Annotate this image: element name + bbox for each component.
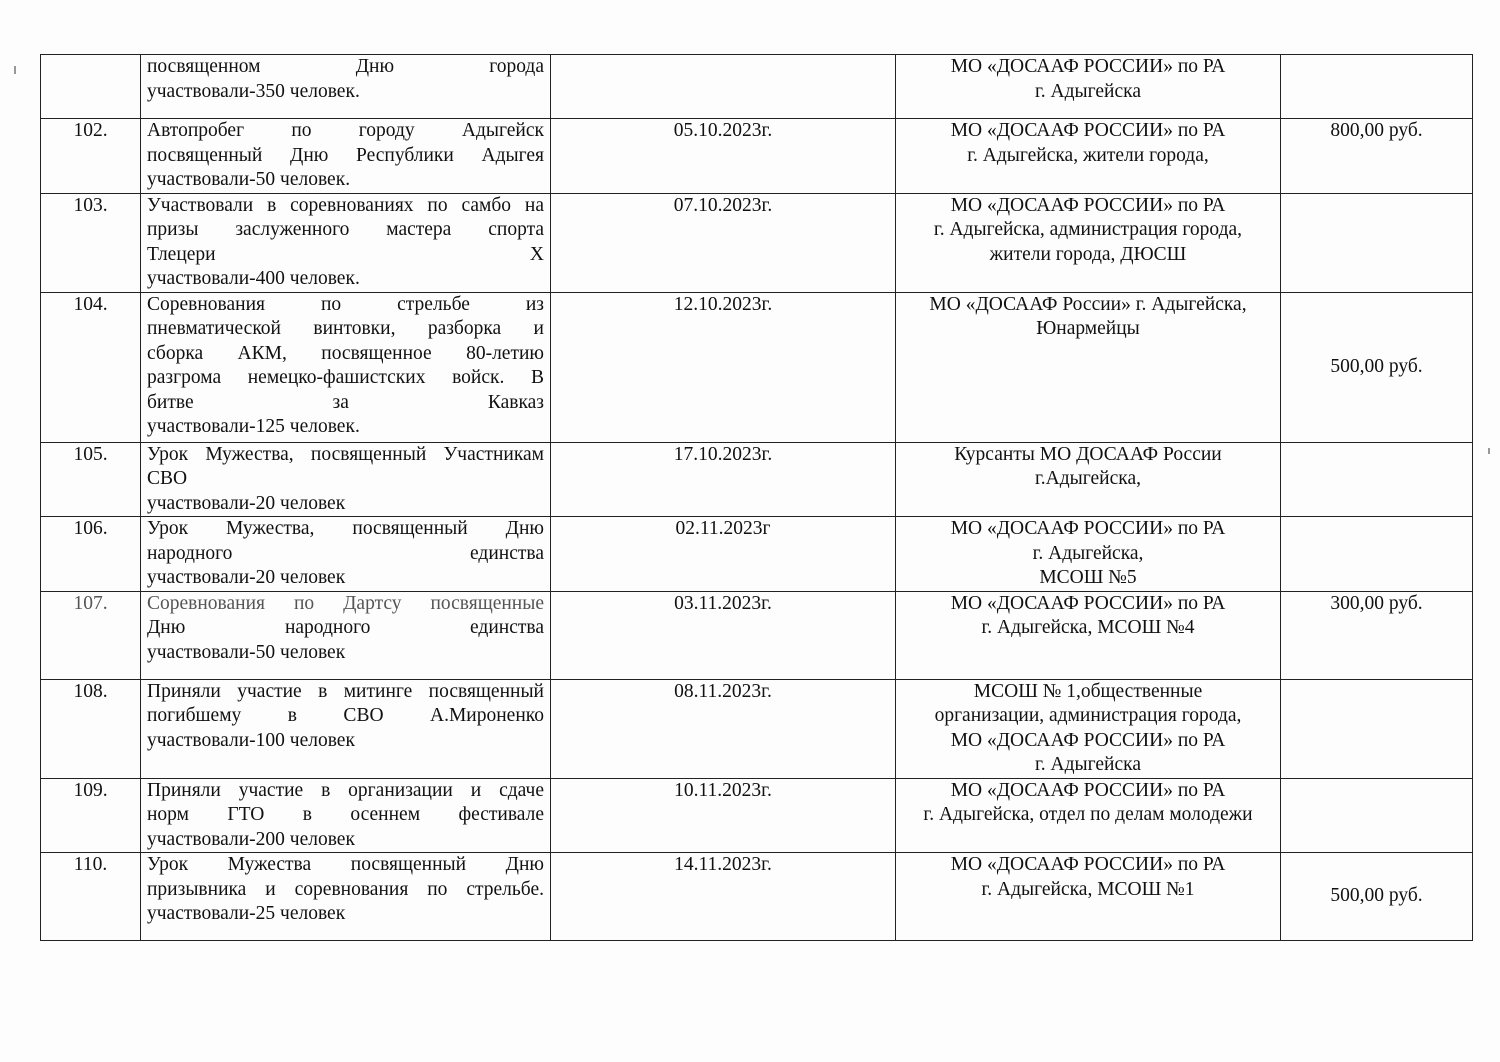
desc-line: участвовали-200 человек — [147, 828, 355, 850]
event-description — [141, 442, 551, 517]
desc-line: участвовали-125 человек. — [147, 416, 360, 437]
desc-line: призывника и соревнования по стрельбе. — [147, 878, 544, 900]
desc-line: Приняли участие в митинге посвященный — [147, 680, 544, 702]
event-cost — [1281, 517, 1473, 592]
scan-artifact — [1488, 448, 1490, 454]
org-line: МО «ДОСААФ РОССИИ» по РА — [950, 518, 1226, 539]
event-description — [141, 853, 551, 941]
desc-line: Урок Мужества, посвященный Дню — [147, 518, 544, 539]
desc-line: народного единства — [147, 542, 544, 564]
table-row — [41, 853, 1473, 941]
events-table — [40, 54, 1473, 941]
desc-line: Тлецери Х — [147, 243, 544, 265]
org-line: г.Адыгейска, — [1035, 468, 1141, 489]
org-line: г. Адыгейска, администрация города, — [933, 219, 1243, 240]
row-number — [41, 55, 141, 119]
event-organizers — [896, 119, 1281, 194]
desc-line: Участвовали в соревнованиях по самбо на — [147, 194, 544, 216]
table-row — [41, 292, 1473, 442]
table-row — [41, 591, 1473, 679]
event-cost — [1281, 193, 1473, 292]
org-line: г. Адыгейска, — [1032, 542, 1144, 564]
desc-line: погибшему в СВО А.Мироненко — [147, 705, 544, 726]
org-line: МО «ДОСААФ РОССИИ» по РА — [950, 729, 1226, 751]
event-organizers — [896, 517, 1281, 592]
desc-line: участвовали-25 человек — [147, 903, 346, 924]
event-cost — [1281, 442, 1473, 517]
event-cost: 500,00 руб. — [1281, 292, 1473, 442]
event-description — [141, 119, 551, 194]
event-description — [141, 292, 551, 442]
org-line: МО «ДОСААФ РОССИИ» по РА — [950, 779, 1226, 801]
row-number: 103. — [41, 193, 141, 292]
event-organizers — [896, 193, 1281, 292]
event-date: 05.10.2023г. — [551, 119, 896, 194]
event-description — [141, 517, 551, 592]
desc-line: Соревнования по стрельбе из — [147, 293, 544, 315]
org-line: жители города, ДЮСШ — [989, 243, 1187, 265]
desc-line: посвященном Дню города — [147, 56, 544, 77]
org-line: г. Адыгейска — [1035, 80, 1141, 102]
table-row — [41, 517, 1473, 592]
row-number: 102. — [41, 119, 141, 194]
events-table-body — [41, 55, 1473, 941]
event-organizers — [896, 778, 1281, 853]
event-date: 03.11.2023г. — [551, 591, 896, 679]
row-number: 105. — [41, 442, 141, 517]
table-row — [41, 193, 1473, 292]
event-organizers — [896, 55, 1281, 119]
desc-line: Урок Мужества посвященный Дню — [147, 854, 544, 875]
event-date: 07.10.2023г. — [551, 193, 896, 292]
desc-line: СВО — [147, 468, 188, 489]
table-row — [41, 119, 1473, 194]
row-number: 107. — [41, 591, 141, 679]
event-description — [141, 55, 551, 119]
event-organizers — [896, 591, 1281, 679]
table-row — [41, 442, 1473, 517]
event-description — [141, 778, 551, 853]
table-row — [41, 679, 1473, 778]
org-line: МО «ДОСААФ РОССИИ» по РА — [950, 120, 1226, 141]
desc-line: разгрома немецко-фашистских войск. В — [147, 367, 544, 388]
desc-line: Соревнования по Дартсу посвященные — [147, 592, 544, 614]
desc-line: призы заслуженного мастера спорта — [147, 219, 544, 240]
event-date: 12.10.2023г. — [551, 292, 896, 442]
event-description — [141, 193, 551, 292]
desc-line: битве за Кавказ — [147, 391, 544, 413]
org-line: МО «ДОСААФ РОССИИ» по РА — [950, 592, 1226, 614]
org-line: МО «ДОСААФ РОССИИ» по РА — [950, 854, 1226, 875]
desc-line: сборка АКМ, посвященное 80-летию — [147, 342, 544, 364]
desc-line: пневматической винтовки, разборка и — [147, 318, 544, 339]
org-line: Юнармейцы — [1036, 318, 1140, 339]
event-description — [141, 591, 551, 679]
event-cost: 300,00 руб. — [1281, 591, 1473, 679]
row-number: 110. — [41, 853, 141, 941]
org-line: МСОШ №5 — [1039, 567, 1137, 588]
event-organizers — [896, 292, 1281, 442]
table-row — [41, 55, 1473, 119]
org-line: г. Адыгейска, отдел по делам молодежи — [923, 804, 1253, 825]
event-cost — [1281, 679, 1473, 778]
event-cost — [1281, 778, 1473, 853]
event-date: 08.11.2023г. — [551, 679, 896, 778]
event-date — [551, 55, 896, 119]
event-cost: 800,00 руб. — [1281, 119, 1473, 194]
org-line: г. Адыгейска, МСОШ №4 — [981, 617, 1195, 638]
desc-line: участвовали-20 человек — [147, 492, 346, 514]
org-line: МО «ДОСААФ России» г. Адыгейска, — [929, 293, 1247, 315]
event-cost: 500,00 руб. — [1281, 853, 1473, 941]
scan-artifact — [14, 66, 16, 74]
row-number: 108. — [41, 679, 141, 778]
org-line: МО «ДОСААФ РОССИИ» по РА — [950, 194, 1226, 216]
org-line: МО «ДОСААФ РОССИИ» по РА — [950, 56, 1226, 77]
desc-line: участвовали-350 человек. — [147, 80, 360, 102]
desc-line: участвовали-50 человек. — [147, 169, 351, 190]
event-date: 02.11.2023г — [551, 517, 896, 592]
desc-line: норм ГТО в осеннем фестивале — [147, 804, 544, 825]
event-date: 17.10.2023г. — [551, 442, 896, 517]
desc-line: участвовали-50 человек — [147, 641, 346, 663]
org-line: организации, администрация города, — [934, 705, 1242, 726]
org-line: г. Адыгейска — [1035, 754, 1141, 775]
desc-line: посвященный Дню Республики Адыгея — [147, 144, 544, 166]
event-description — [141, 679, 551, 778]
event-cost — [1281, 55, 1473, 119]
desc-line: участвовали-400 человек. — [147, 268, 360, 289]
desc-line: Урок Мужества, посвященный Участникам — [147, 443, 544, 465]
desc-line: Приняли участие в организации и сдаче — [147, 779, 544, 801]
table-row — [41, 778, 1473, 853]
desc-line: участвовали-20 человек — [147, 567, 346, 588]
row-number: 106. — [41, 517, 141, 592]
desc-line: Автопробег по городу Адыгейск — [147, 120, 544, 141]
event-date: 14.11.2023г. — [551, 853, 896, 941]
org-line: МСОШ № 1,общественные — [973, 680, 1203, 702]
event-organizers — [896, 679, 1281, 778]
org-line: г. Адыгейска, МСОШ №1 — [981, 878, 1195, 900]
desc-line: участвовали-100 человек — [147, 729, 355, 751]
event-date: 10.11.2023г. — [551, 778, 896, 853]
desc-line: Дню народного единства — [147, 617, 544, 638]
event-organizers — [896, 853, 1281, 941]
org-line: г. Адыгейска, жители города, — [967, 144, 1209, 166]
event-organizers — [896, 442, 1281, 517]
row-number: 109. — [41, 778, 141, 853]
row-number: 104. — [41, 292, 141, 442]
org-line: Курсанты МО ДОСААФ России — [954, 443, 1222, 465]
